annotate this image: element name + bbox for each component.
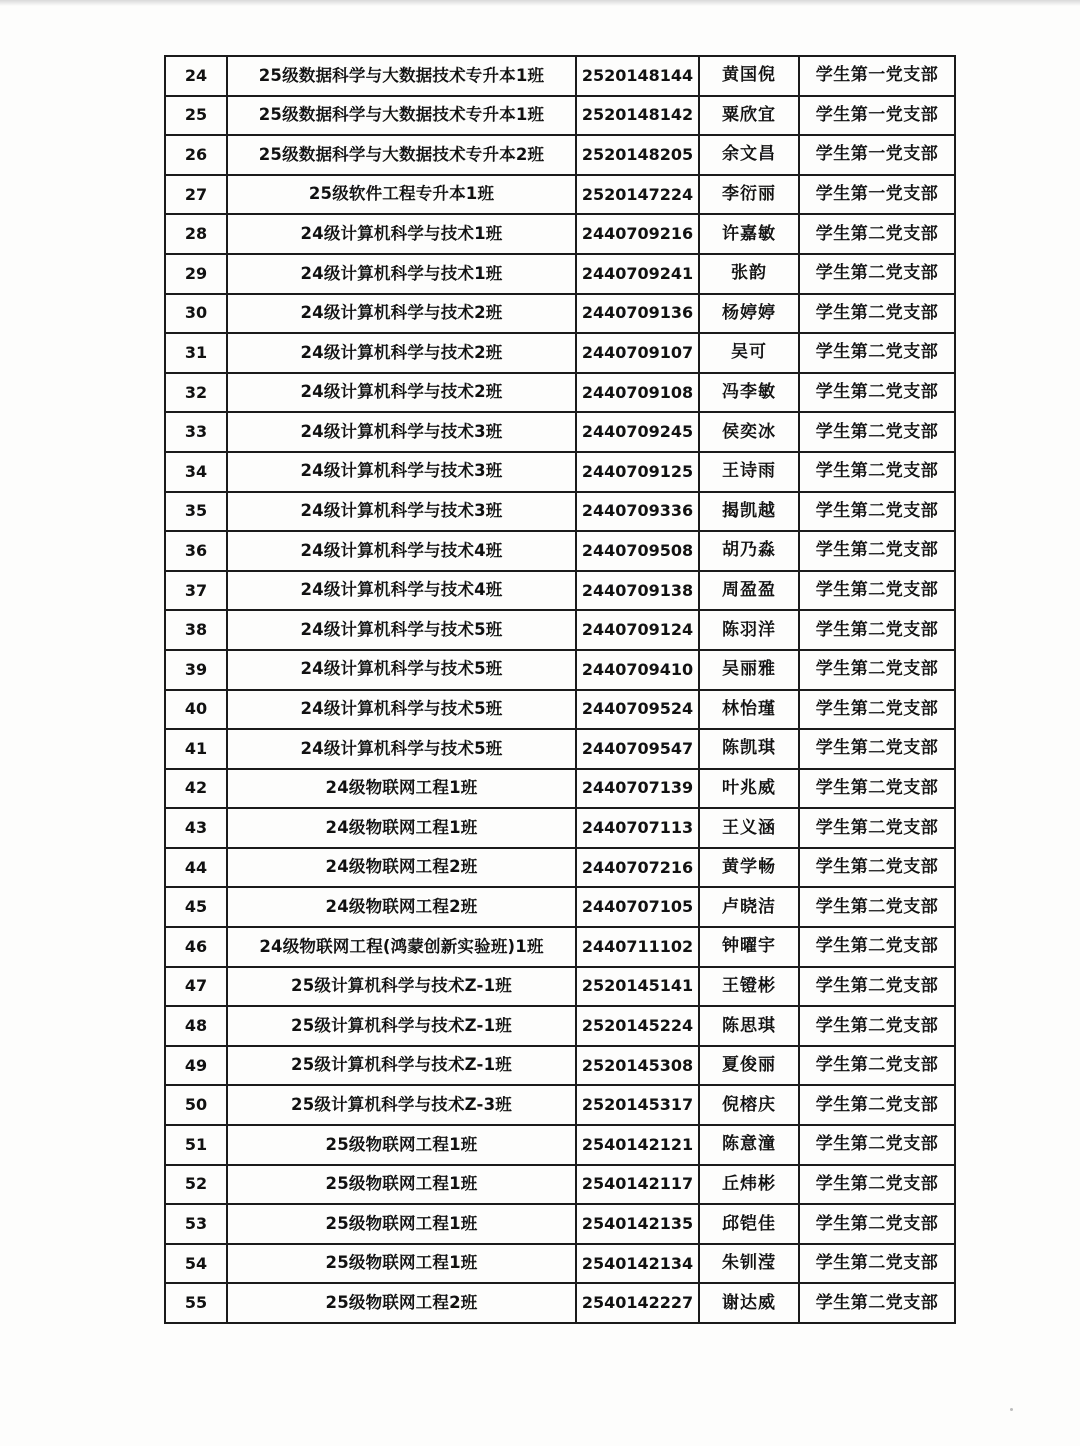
class-name: 25级物联网工程1班	[227, 1204, 576, 1244]
roster-body	[165, 56, 955, 1323]
row-number: 24	[165, 56, 227, 96]
student-name: 李衍丽	[699, 175, 799, 215]
student-name: 吴丽雅	[699, 650, 799, 690]
student-id: 2440709125	[576, 452, 699, 492]
row-number: 41	[165, 729, 227, 769]
table-row	[165, 452, 955, 492]
class-name: 25级计算机科学与技术Z-1班	[227, 1006, 576, 1046]
row-number: 53	[165, 1204, 227, 1244]
student-id: 2520148142	[576, 96, 699, 136]
row-number: 38	[165, 610, 227, 650]
class-name: 24级计算机科学与技术5班	[227, 650, 576, 690]
table-row	[165, 848, 955, 888]
page-edge-shadow	[0, 0, 1080, 6]
row-number: 50	[165, 1085, 227, 1125]
table-row	[165, 690, 955, 730]
row-number: 27	[165, 175, 227, 215]
student-id: 2440709108	[576, 373, 699, 413]
party-branch: 学生第二党支部	[799, 571, 955, 611]
row-number: 44	[165, 848, 227, 888]
student-roster-table	[164, 55, 956, 1324]
class-name: 24级计算机科学与技术3班	[227, 452, 576, 492]
student-id: 2520148144	[576, 56, 699, 96]
student-id: 2540142135	[576, 1204, 699, 1244]
table-row	[165, 927, 955, 967]
table-row	[165, 887, 955, 927]
student-name: 陈凯琪	[699, 729, 799, 769]
student-name: 朱钏滢	[699, 1244, 799, 1284]
student-id: 2440709241	[576, 254, 699, 294]
party-branch: 学生第二党支部	[799, 452, 955, 492]
student-name: 胡乃淼	[699, 531, 799, 571]
student-id: 2440709336	[576, 492, 699, 532]
table-row	[165, 531, 955, 571]
table-row	[165, 967, 955, 1007]
class-name: 24级计算机科学与技术5班	[227, 729, 576, 769]
student-id: 2520148205	[576, 135, 699, 175]
party-branch: 学生第二党支部	[799, 808, 955, 848]
party-branch: 学生第二党支部	[799, 333, 955, 373]
student-name: 谢达威	[699, 1283, 799, 1323]
row-number: 45	[165, 887, 227, 927]
student-id: 2540142117	[576, 1165, 699, 1205]
party-branch: 学生第二党支部	[799, 967, 955, 1007]
student-name: 王镫彬	[699, 967, 799, 1007]
class-name: 25级软件工程专升本1班	[227, 175, 576, 215]
class-name: 24级物联网工程2班	[227, 887, 576, 927]
student-id: 2440709136	[576, 294, 699, 334]
table-row	[165, 1046, 955, 1086]
table-row	[165, 729, 955, 769]
class-name: 25级计算机科学与技术Z-1班	[227, 967, 576, 1007]
table-row	[165, 56, 955, 96]
row-number: 51	[165, 1125, 227, 1165]
table-row	[165, 808, 955, 848]
class-name: 24级计算机科学与技术3班	[227, 412, 576, 452]
student-id: 2440709138	[576, 571, 699, 611]
student-id: 2440707216	[576, 848, 699, 888]
row-number: 49	[165, 1046, 227, 1086]
row-number: 28	[165, 214, 227, 254]
class-name: 24级计算机科学与技术2班	[227, 373, 576, 413]
student-id: 2540142227	[576, 1283, 699, 1323]
student-name: 吴可	[699, 333, 799, 373]
party-branch: 学生第一党支部	[799, 175, 955, 215]
student-id: 2440709524	[576, 690, 699, 730]
table-row	[165, 1244, 955, 1284]
class-name: 24级计算机科学与技术4班	[227, 571, 576, 611]
class-name: 24级物联网工程(鸿蒙创新实验班)1班	[227, 927, 576, 967]
class-name: 24级计算机科学与技术4班	[227, 531, 576, 571]
table-row	[165, 254, 955, 294]
party-branch: 学生第一党支部	[799, 96, 955, 136]
student-name: 余文昌	[699, 135, 799, 175]
row-number: 32	[165, 373, 227, 413]
class-name: 25级物联网工程2班	[227, 1283, 576, 1323]
party-branch: 学生第二党支部	[799, 492, 955, 532]
party-branch: 学生第二党支部	[799, 927, 955, 967]
student-name: 黄国倪	[699, 56, 799, 96]
student-name: 陈意潼	[699, 1125, 799, 1165]
class-name: 24级计算机科学与技术2班	[227, 294, 576, 334]
student-name: 王义涵	[699, 808, 799, 848]
student-id: 2540142121	[576, 1125, 699, 1165]
class-name: 25级数据科学与大数据技术专升本2班	[227, 135, 576, 175]
student-id: 2520145317	[576, 1085, 699, 1125]
row-number: 47	[165, 967, 227, 1007]
row-number: 55	[165, 1283, 227, 1323]
student-id: 2520147224	[576, 175, 699, 215]
row-number: 40	[165, 690, 227, 730]
party-branch: 学生第二党支部	[799, 1204, 955, 1244]
student-name: 林怡瑾	[699, 690, 799, 730]
student-name: 邱铠佳	[699, 1204, 799, 1244]
table-row	[165, 492, 955, 532]
table-row	[165, 135, 955, 175]
party-branch: 学生第二党支部	[799, 1085, 955, 1125]
row-number: 29	[165, 254, 227, 294]
student-name: 陈思琪	[699, 1006, 799, 1046]
class-name: 24级计算机科学与技术3班	[227, 492, 576, 532]
student-name: 叶兆威	[699, 769, 799, 809]
student-id: 2440709508	[576, 531, 699, 571]
row-number: 31	[165, 333, 227, 373]
row-number: 42	[165, 769, 227, 809]
class-name: 24级计算机科学与技术5班	[227, 610, 576, 650]
row-number: 46	[165, 927, 227, 967]
party-branch: 学生第二党支部	[799, 412, 955, 452]
student-id: 2520145141	[576, 967, 699, 1007]
class-name: 25级物联网工程1班	[227, 1165, 576, 1205]
party-branch: 学生第二党支部	[799, 1046, 955, 1086]
student-name: 倪榕庆	[699, 1085, 799, 1125]
student-id: 2440711102	[576, 927, 699, 967]
party-branch: 学生第二党支部	[799, 214, 955, 254]
student-name: 冯李敏	[699, 373, 799, 413]
class-name: 25级数据科学与大数据技术专升本1班	[227, 56, 576, 96]
table-row	[165, 214, 955, 254]
student-name: 侯奕冰	[699, 412, 799, 452]
party-branch: 学生第二党支部	[799, 1006, 955, 1046]
party-branch: 学生第二党支部	[799, 769, 955, 809]
party-branch: 学生第二党支部	[799, 294, 955, 334]
row-number: 54	[165, 1244, 227, 1284]
table-row	[165, 1006, 955, 1046]
party-branch: 学生第一党支部	[799, 56, 955, 96]
table-row	[165, 1283, 955, 1323]
student-name: 张韵	[699, 254, 799, 294]
row-number: 43	[165, 808, 227, 848]
class-name: 24级物联网工程1班	[227, 769, 576, 809]
class-name: 24级物联网工程1班	[227, 808, 576, 848]
student-id: 2440709216	[576, 214, 699, 254]
scan-speck	[1010, 1408, 1013, 1411]
row-number: 37	[165, 571, 227, 611]
class-name: 25级计算机科学与技术Z-1班	[227, 1046, 576, 1086]
table-row	[165, 610, 955, 650]
student-id: 2440709124	[576, 610, 699, 650]
student-name: 丘炜彬	[699, 1165, 799, 1205]
student-id: 2540142134	[576, 1244, 699, 1284]
student-name: 许嘉敏	[699, 214, 799, 254]
student-id: 2440709547	[576, 729, 699, 769]
row-number: 25	[165, 96, 227, 136]
table-row	[165, 571, 955, 611]
class-name: 24级计算机科学与技术1班	[227, 254, 576, 294]
student-id: 2520145224	[576, 1006, 699, 1046]
table-row	[165, 294, 955, 334]
student-id: 2440707105	[576, 887, 699, 927]
party-branch: 学生第二党支部	[799, 531, 955, 571]
row-number: 39	[165, 650, 227, 690]
class-name: 25级数据科学与大数据技术专升本1班	[227, 96, 576, 136]
party-branch: 学生第二党支部	[799, 690, 955, 730]
table-row	[165, 1204, 955, 1244]
student-name: 杨婷婷	[699, 294, 799, 334]
party-branch: 学生第二党支部	[799, 1165, 955, 1205]
student-id: 2440707139	[576, 769, 699, 809]
table-row	[165, 412, 955, 452]
party-branch: 学生第二党支部	[799, 729, 955, 769]
row-number: 52	[165, 1165, 227, 1205]
class-name: 24级计算机科学与技术5班	[227, 690, 576, 730]
table-row	[165, 175, 955, 215]
party-branch: 学生第二党支部	[799, 1125, 955, 1165]
row-number: 26	[165, 135, 227, 175]
student-id: 2440709410	[576, 650, 699, 690]
party-branch: 学生第二党支部	[799, 848, 955, 888]
party-branch: 学生第二党支部	[799, 610, 955, 650]
student-name: 钟曜宇	[699, 927, 799, 967]
row-number: 33	[165, 412, 227, 452]
table-row	[165, 650, 955, 690]
student-name: 周盈盈	[699, 571, 799, 611]
student-name: 卢晓洁	[699, 887, 799, 927]
class-name: 24级计算机科学与技术2班	[227, 333, 576, 373]
student-id: 2440707113	[576, 808, 699, 848]
row-number: 34	[165, 452, 227, 492]
student-name: 粟欣宜	[699, 96, 799, 136]
student-name: 王诗雨	[699, 452, 799, 492]
class-name: 25级计算机科学与技术Z-3班	[227, 1085, 576, 1125]
party-branch: 学生第二党支部	[799, 1244, 955, 1284]
party-branch: 学生第二党支部	[799, 1283, 955, 1323]
table-row	[165, 1165, 955, 1205]
table-row	[165, 96, 955, 136]
class-name: 24级物联网工程2班	[227, 848, 576, 888]
student-name: 黄学畅	[699, 848, 799, 888]
student-name: 陈羽洋	[699, 610, 799, 650]
party-branch: 学生第二党支部	[799, 887, 955, 927]
party-branch: 学生第二党支部	[799, 650, 955, 690]
row-number: 35	[165, 492, 227, 532]
student-name: 揭凯越	[699, 492, 799, 532]
student-name: 夏俊丽	[699, 1046, 799, 1086]
table-row	[165, 1125, 955, 1165]
class-name: 25级物联网工程1班	[227, 1125, 576, 1165]
party-branch: 学生第二党支部	[799, 254, 955, 294]
table-row	[165, 373, 955, 413]
class-name: 25级物联网工程1班	[227, 1244, 576, 1284]
table-row	[165, 333, 955, 373]
student-id: 2440709107	[576, 333, 699, 373]
row-number: 30	[165, 294, 227, 334]
class-name: 24级计算机科学与技术1班	[227, 214, 576, 254]
table-row	[165, 1085, 955, 1125]
party-branch: 学生第二党支部	[799, 373, 955, 413]
table-row	[165, 769, 955, 809]
party-branch: 学生第一党支部	[799, 135, 955, 175]
student-id: 2440709245	[576, 412, 699, 452]
row-number: 48	[165, 1006, 227, 1046]
student-id: 2520145308	[576, 1046, 699, 1086]
row-number: 36	[165, 531, 227, 571]
